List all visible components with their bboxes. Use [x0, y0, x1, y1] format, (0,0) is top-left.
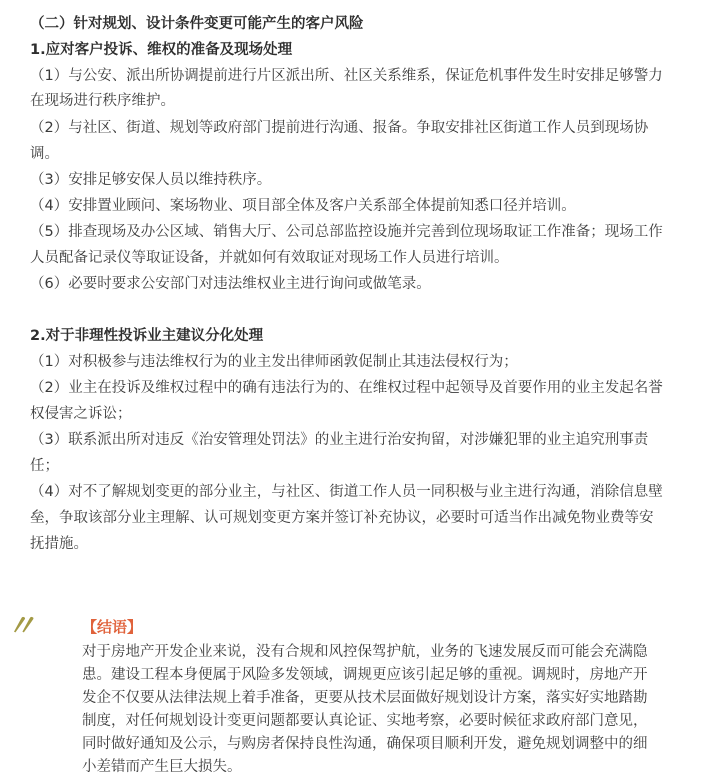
conclusion-line: 制度，对任何规划设计变更问题都要认真论证、实地考察，必要时候征求政府部门意见， — [82, 713, 648, 729]
quote-mark-icon: 〃 — [6, 609, 34, 644]
part1-line: （2）与社区、街道、规划等政府部门提前进行沟通、报备。争取安排社区街道工作人员到现场协 — [30, 120, 649, 136]
part2-line: 任； — [30, 458, 59, 474]
conclusion-line: 小差错而产生巨大损失。 — [82, 759, 242, 775]
part1-heading: 1.应对客户投诉、维权的准备及现场处理 — [30, 42, 293, 58]
part2-line: （4）对不了解规划变更的部分业主，与社区、街道工作人员一同积极与业主进行沟通，消除信息壁 — [30, 484, 663, 500]
part2-heading: 2.对于非理性投诉业主建议分化处理 — [30, 328, 264, 344]
part1-line: （4）安排置业顾问、案场物业、项目部全体及客户关系部全体提前知悉口径并培训。 — [30, 198, 576, 214]
part2-line: （1）对积极参与违法维权行为的业主发出律师函敦促制止其违法侵权行为； — [30, 354, 518, 370]
section-heading: （二）针对规划、设计条件变更可能产生的客户风险 — [30, 16, 364, 32]
part2-line: 抚措施。 — [30, 536, 88, 552]
part2-line: 垒，争取该部分业主理解、认可规划变更方案并签订补充协议，必要时可适当作出减免物业费等安 — [30, 510, 654, 526]
part2-line: （3）联系派出所对违反《治安管理处罚法》的业主进行治安拘留，对涉嫌犯罪的业主追究刑事责 — [30, 432, 649, 448]
part1-line: （5）排查现场及办公区域、销售大厅、公司总部监控设施并完善到位现场取证工作准备；现场工作 — [30, 224, 663, 240]
part1-line: （6）必要时要求公安部门对违法维权业主进行询问或做笔录。 — [30, 276, 431, 292]
conclusion-line: 发企不仅要从法律法规上着手准备，更要从技术层面做好规划设计方案，落实好实地踏勘 — [82, 690, 648, 706]
conclusion-line: 对于房地产开发企业来说，没有合规和风控保驾护航，业务的飞速发展反而可能会充满隐 — [82, 644, 648, 660]
conclusion-line: 患。建设工程本身便属于风险多发领域，调规更应该引起足够的重视。调规时，房地产开 — [82, 667, 648, 683]
part1-line: （3）安排足够安保人员以维持秩序。 — [30, 172, 272, 188]
part2-line: （2）业主在投诉及维权过程中的确有违法行为的、在维权过程中起领导及首要作用的业主发起名誉 — [30, 380, 663, 396]
part2-line: 权侵害之诉讼； — [30, 406, 132, 422]
conclusion-title: 【结语】 — [82, 618, 143, 636]
part1-line: 调。 — [30, 146, 59, 162]
part1-line: 人员配备记录仪等取证设备，并就如何有效取证对现场工作人员进行培训。 — [30, 250, 509, 266]
part1-line: （1）与公安、派出所协调提前进行片区派出所、社区关系维系，保证危机事件发生时安排足够警力 — [30, 68, 663, 84]
part1-line: 在现场进行秩序维护。 — [30, 93, 175, 109]
conclusion-line: 同时做好通知及公示，与购房者保持良性沟通，确保项目顺利开发，避免规划调整中的细 — [82, 736, 648, 752]
